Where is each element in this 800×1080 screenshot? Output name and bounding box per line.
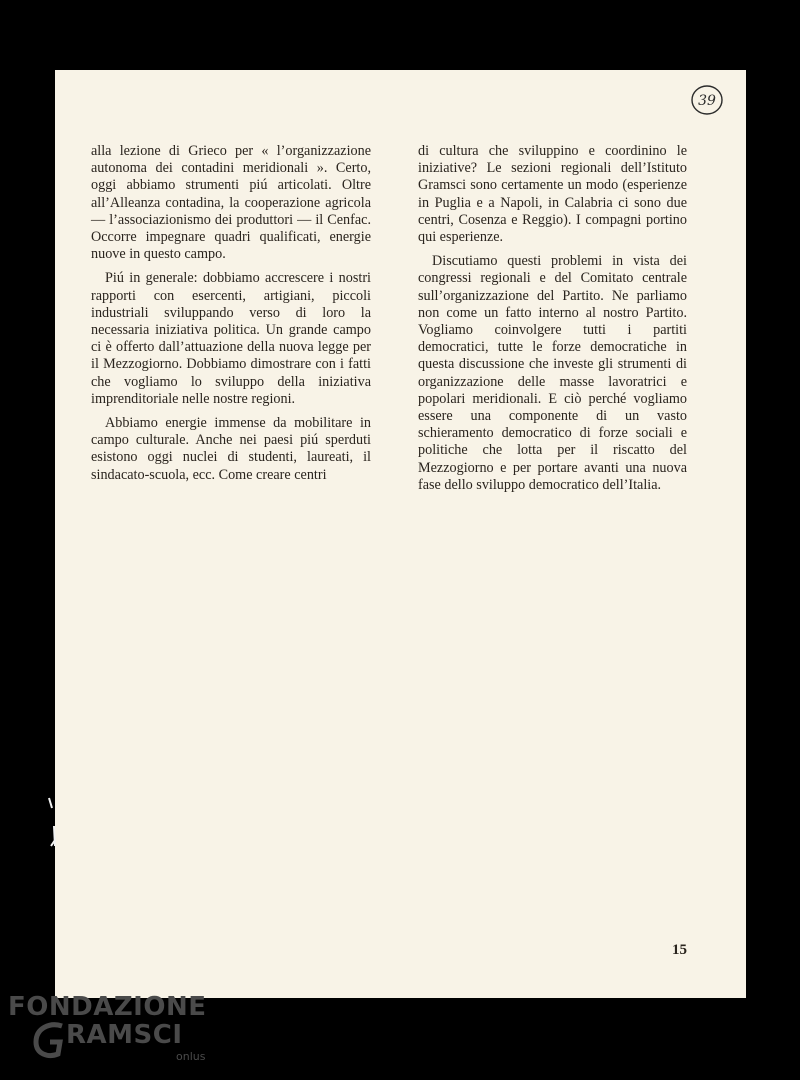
binding-marks [46,796,62,858]
paragraph: Piú in generale: dobbiamo accrescere i nostri rapporti con esercenti, artigiani, piccoli industriali sviluppando verso di loro la necessaria iniziativa politica. Un grande campo ci è offerto dall’attuazione della nuova legge per il Mezzogiorno. Dobbiamo dimostrare con i fatti che vogliamo lo sviluppo della iniziativa imprenditoriale nelle nostre regioni. [91,270,371,407]
paragraph: alla lezione di Grieco per « l’organizzazione autonoma dei contadini meridionali ». Certo, oggi abbiamo strumenti piú articolati. Oltre all’Alleanza contadina, la cooperazione agricola — l’associazionismo dei produttori — il Cenfac. Occorre impegnare quadri qualificati, energie nuove in questo campo. [91,143,371,263]
archive-stamp [690,84,724,116]
page-number: 15 [672,942,687,958]
logo-g-swoosh-icon [32,1020,68,1060]
fondazione-gramsci-logo [8,992,208,1067]
logo-line-1: FONDAZIONE [8,992,207,1022]
left-column [91,143,371,491]
stamp-circle-icon [690,84,724,116]
paragraph: Abbiamo energie immense da mobilitare in campo culturale. Anche nei paesi piú sperduti esistono oggi nuclei di studenti, laureati, il sindacato-scuola, ecc. Come creare centri [91,415,371,483]
logo-line-2: RAMSCI [66,1020,183,1050]
paragraph: Discutiamo questi problemi in vista dei congressi regionali e del Comitato centrale sull’organizzazione del Partito. Ne parliamo non come un fatto interno al nostro Partito. Vogliamo coinvolgere tutti i partiti democratici, tutte le forze democratiche in questa discussione che investe gli strumenti di organizzazione delle masse lavoratrici e popolari meridionali. E ciò perché vogliamo essere una componente di un vasto schieramento democratico di forze sociali e politiche che lotta per il riscatto del Mezzogiorno e per portare avanti una nuova fase dello sviluppo democratico dell’Italia. [418,253,687,493]
logo-line-3: onlus [176,1050,206,1063]
right-column [418,143,687,501]
paragraph: di cultura che sviluppino e coordinino le iniziative? Le sezioni regionali dell’Istituto Gramsci sono certamente un modo (esperienze in Puglia e a Napoli, in Calabria ci sono due centri, Cosenza e Reggio). I compagni portino qui esperienze. [418,143,687,246]
document-page [55,70,746,998]
stamp-number: 39 [698,93,716,109]
